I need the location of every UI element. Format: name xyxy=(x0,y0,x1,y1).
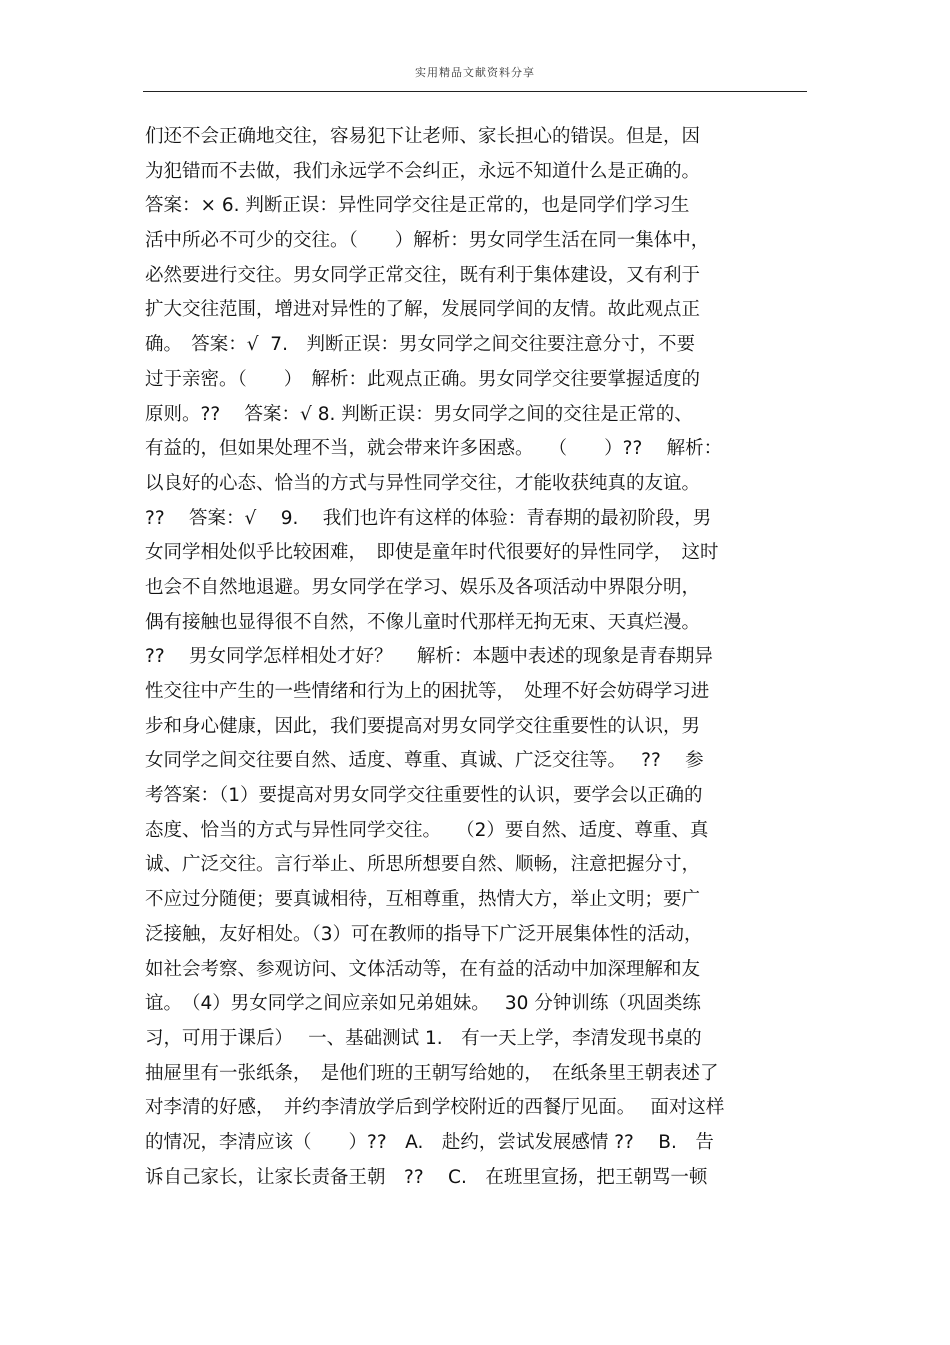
text-line: 诉自己家长，让家长责备王朝 ?? C. 在班里宣扬，把王朝骂一顿 xyxy=(145,1166,708,1188)
text-line: 如社会考察、参观访问、文体活动等，在有益的活动中加深理解和友 xyxy=(145,958,701,980)
text-line: 以良好的心态、恰当的方式与异性同学交往，才能收获纯真的友谊。 xyxy=(145,472,701,494)
text-line: 必然要进行交往。男女同学正常交往，既有利于集体建设，又有利于 xyxy=(145,264,701,286)
text-line: 原则。?? 答案：√ 8. 判断正误：男女同学之间的交往是正常的、 xyxy=(145,403,693,425)
text-line: 活中所必不可少的交往。（ ）解析：男女同学生活在同一集体中， xyxy=(145,230,710,252)
text-line: 的情况，李清应该（ ）?? A. 赴约，尝试发展感情 ?? B. 告 xyxy=(145,1131,714,1153)
text-line: 过于亲密。（ ） 解析：此观点正确。男女同学交往要掌握适度的 xyxy=(145,368,701,390)
text-line: 性交往中产生的一些情绪和行为上的困扰等， 处理不好会妨碍学习进 xyxy=(145,681,710,702)
page-header: 实用精品文献资料分享 xyxy=(415,66,535,79)
text-line: 确。 答案：√ 7. 判断正误：男女同学之间交往要注意分寸，不要 xyxy=(145,334,695,356)
text-line: 女同学相处似乎比较困难， 即使是童年时代很要好的异性同学， 这时 xyxy=(145,542,719,564)
text-line: 女同学之间交往要自然、适度、尊重、真诚、广泛交往等。 ?? 参 xyxy=(145,750,704,772)
text-line: 们还不会正确地交往，容易犯下让老师、家长担心的错误。但是，因 xyxy=(145,126,701,147)
text-line: 偶有接触也显得很不自然，不像儿童时代那样无拘无束、天真烂漫。 xyxy=(145,611,701,633)
text-line: 泛接触，友好相处。（3）可在教师的指导下广泛开展集体性的活动， xyxy=(145,923,703,945)
header-divider xyxy=(143,91,807,92)
text-line: 习，可用于课后） 一、基础测试 1. 有一天上学，李清发现书桌的 xyxy=(145,1027,702,1049)
text-line: 答案：× 6. 判断正误：异性同学交往是正常的，也是同学们学习生 xyxy=(145,195,690,217)
text-line: ?? 答案：√ 9. 我们也许有这样的体验：青春期的最初阶段，男 xyxy=(145,507,712,529)
text-line: 不应过分随便；要真诚相待，互相尊重，热情大方，举止文明；要广 xyxy=(145,889,701,911)
text-line: 抽屉里有一张纸条， 是他们班的王朝写给她的， 在纸条里王朝表述了 xyxy=(145,1062,719,1084)
text-line: 步和身心健康，因此，我们要提高对男女同学交往重要性的认识，男 xyxy=(145,715,701,737)
text-line: 有益的，但如果处理不当，就会带来许多困惑。 （ ）?? 解析： xyxy=(145,438,723,460)
text-line: 对李清的好感， 并约李清放学后到学校附近的西餐厅见面。 面对这样 xyxy=(145,1097,725,1119)
text-line: 考答案：（1）要提高对男女同学交往重要性的认识，要学会以正确的 xyxy=(145,785,703,807)
text-line: 也会不自然地退避。男女同学在学习、娱乐及各项活动中界限分明， xyxy=(145,576,701,598)
text-line: 扩大交往范围，增进对异性的了解，发展同学间的友情。故此观点正 xyxy=(145,299,701,321)
text-line: 态度、恰当的方式与异性同学交往。 （2）要自然、适度、尊重、真 xyxy=(145,819,709,841)
text-line: ?? 男女同学怎样相处才好？ 解析：本题中表述的现象是青春期异 xyxy=(145,646,713,668)
body-text xyxy=(145,120,810,1195)
text-line: 为犯错而不去做，我们永远学不会纠正，永远不知道什么是正确的。 xyxy=(145,160,701,182)
text-line: 诚、广泛交往。言行举止、所思所想要自然、顺畅，注意把握分寸， xyxy=(145,854,701,876)
text-line: 谊。 （4）男女同学之间应亲如兄弟姐妹。 30 分钟训练（巩固类练 xyxy=(145,993,701,1015)
